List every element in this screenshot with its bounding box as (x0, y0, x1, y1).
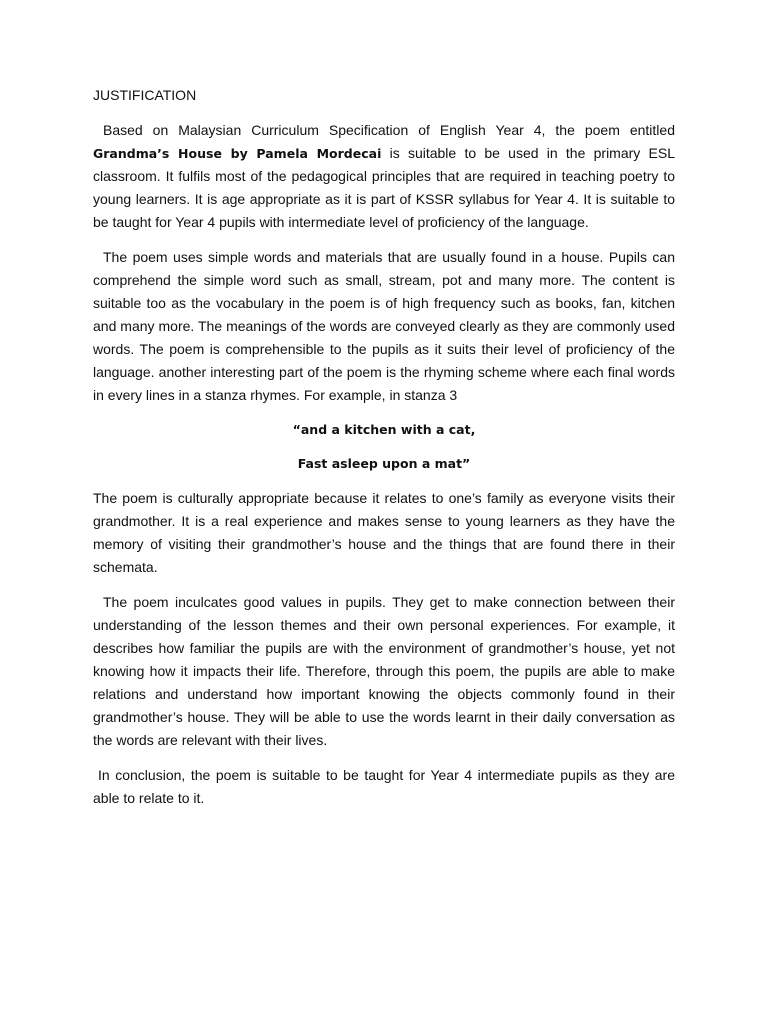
poem-quote-line-1: “and a kitchen with a cat, (292, 422, 476, 437)
paragraph-vocabulary: The poem uses simple words and materials that are usually found in a house. Pupils can comprehend the simple word such as small, stream, pot and many more. The content is suitable too as the vocabulary in the poem is of high frequency such as books, fan, kitchen and many more. The meanings of the words are conveyed clearly as they are commonly used words. The poem is comprehensible to the pupils as it suits their level of proficiency of the language. another interesting part of the poem is the rhyming scheme where each final words in every lines in a stanza rhymes. For example, in stanza 3 (93, 249, 675, 403)
paragraph-cultural: The poem is culturally appropriate because it relates to one’s family as everyone visits their grandmother. It is a real experience and makes sense to young learners as they have the memory of visiting their grandmother’s house and the things that are found there in their schemata. (93, 490, 675, 575)
paragraph-intro (93, 119, 675, 234)
poem-title-bold: Grandma’s House by Pamela Mordecai (93, 146, 382, 161)
poem-quote-line-2: Fast asleep upon a mat” (297, 456, 471, 471)
paragraph-intro-text-end: is suitable to be used in the primary ESL classroom. It fulfils most of the pedagogical principles that are required in teaching poetry to young learners. It is age appropriate as it is part of KSSR syllabus for Year 4. It is suitable to be taught for Year 4 pupils with intermediate level of proficiency of the language. (93, 145, 675, 230)
paragraph-intro-text-start: Based on Malaysian Curriculum Specification of English Year 4, the poem entitled (103, 122, 675, 138)
paragraph-conclusion: In conclusion, the poem is suitable to be taught for Year 4 intermediate pupils as they are able to relate to it. (93, 767, 675, 806)
document-heading: JUSTIFICATION (93, 87, 197, 103)
document-page (93, 84, 675, 822)
paragraph-values: The poem inculcates good values in pupils. They get to make connection between their understanding of the lesson themes and their own personal experiences. For example, it describes how familiar the pupils are with the environment of grandmother’s house, yet not knowing how it impacts their life. Therefore, through this poem, the pupils are able to make relations and understand how important knowing the objects commonly found in their grandmother’s house. They will be able to use the words learnt in their daily conversation as the words are relevant with their lives. (93, 594, 675, 748)
